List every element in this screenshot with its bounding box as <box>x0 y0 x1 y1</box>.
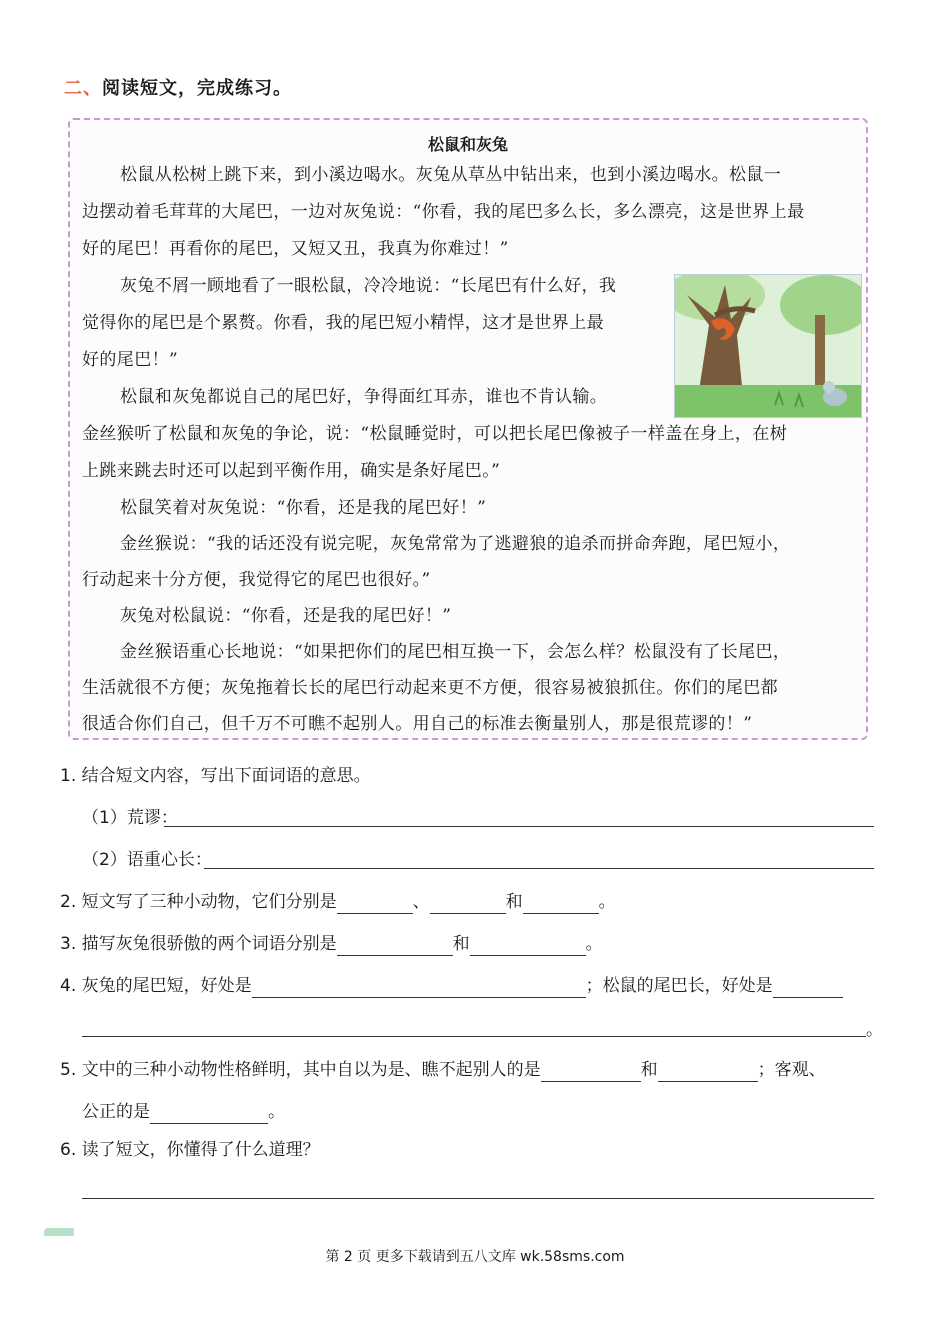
page-footer: 第 2 页 更多下载请到五八文库 wk.58sms.com <box>325 1249 625 1265</box>
passage-line: 松鼠笑着对灰兔说：“你看，还是我的尾巴好！” <box>120 498 487 518</box>
question-1b-label: （2）语重心长： <box>82 850 212 870</box>
passage-line: 觉得你的尾巴是个累赘。你看，我的尾巴短小精悍，这才是世界上最 <box>82 313 604 333</box>
answer-blank[interactable] <box>337 937 453 956</box>
passage-title: 松鼠和灰兔 <box>427 135 508 154</box>
separator: 和 <box>505 892 523 912</box>
question-1: 1. 结合短文内容，写出下面词语的意思。 <box>60 766 371 786</box>
question-5 <box>60 1058 826 1082</box>
question-5-text: 5. 文中的三种小动物性格鲜明，其中自以为是、瞧不起别人的是 <box>60 1060 541 1080</box>
question-1a-label: （1）荒谬： <box>82 808 178 828</box>
answer-line-4[interactable] <box>82 1036 866 1037</box>
separator: 、 <box>412 892 430 912</box>
answer-blank[interactable] <box>773 979 843 998</box>
passage-line: 金丝猴语重心长地说：“如果把你们的尾巴相互换一下，会怎么样？松鼠没有了长尾巴， <box>120 642 791 662</box>
passage-line: 好的尾巴！再看你的尾巴，又短又丑，我真为你难过！” <box>82 239 509 259</box>
section-number: 二、 <box>64 78 102 99</box>
question-4-text: 4. 灰兔的尾巴短，好处是 <box>60 976 252 996</box>
passage-line: 生活就很不方便；灰兔拖着长长的尾巴行动起来更不方便，很容易被狼抓住。你们的尾巴都 <box>82 678 778 698</box>
passage-line: 金丝猴说：“我的话还没有说完呢，灰兔常常为了逃避狼的追杀而拼命奔跑，尾巴短小， <box>120 534 791 554</box>
period: 。 <box>268 1102 285 1122</box>
answer-blank[interactable] <box>252 979 586 998</box>
question-6: 6. 读了短文，你懂得了什么道理？ <box>60 1140 320 1160</box>
section-heading <box>64 74 292 100</box>
passage-line: 很适合你们自己，但千万不可瞧不起别人。用自己的标准去衡量别人，那是很荒谬的！” <box>82 714 753 734</box>
answer-line-1a[interactable] <box>164 826 874 827</box>
question-5-text-2: 公正的是 <box>82 1102 150 1122</box>
answer-line-1b[interactable] <box>204 868 874 869</box>
passage-line: 行动起来十分方便，我觉得它的尾巴也很好。” <box>82 570 431 590</box>
answer-blank[interactable] <box>523 895 599 914</box>
answer-blank[interactable] <box>658 1063 758 1082</box>
passage-line: 松鼠从松树上跳下来，到小溪边喝水。灰兔从草丛中钻出来，也到小溪边喝水。松鼠一 <box>120 165 782 185</box>
question-2-text: 2. 短文写了三种小动物，它们分别是 <box>60 892 337 912</box>
question-1b <box>82 848 212 872</box>
question-2 <box>60 890 616 914</box>
answer-blank[interactable] <box>541 1063 641 1082</box>
answer-line-6[interactable] <box>82 1198 874 1199</box>
passage-line: 好的尾巴！” <box>82 350 179 370</box>
question-3-text: 3. 描写灰兔很骄傲的两个词语分别是 <box>60 934 337 954</box>
period: 。 <box>585 934 603 954</box>
question-5-line2 <box>82 1100 285 1124</box>
question-4 <box>60 974 843 998</box>
passage-line: 金丝猴听了松鼠和灰兔的争论，说：“松鼠睡觉时，可以把长尾巴像被子一样盖在身上，在树 <box>82 424 788 444</box>
passage-line: 灰兔不屑一顾地看了一眼松鼠，冷冷地说：“长尾巴有什么好，我 <box>120 276 617 296</box>
question-5-mid: ；客观、 <box>757 1060 826 1080</box>
passage-line: 灰兔对松鼠说：“你看，还是我的尾巴好！” <box>120 606 452 626</box>
corner-decoration <box>44 1228 74 1236</box>
answer-blank[interactable] <box>150 1105 268 1124</box>
answer-blank[interactable] <box>470 937 586 956</box>
separator: 和 <box>640 1060 658 1080</box>
question-3 <box>60 932 603 956</box>
passage-box <box>68 118 868 740</box>
answer-blank[interactable] <box>430 895 506 914</box>
period: 。 <box>866 1020 883 1040</box>
period: 。 <box>598 892 616 912</box>
forest-illustration <box>674 274 862 418</box>
passage-line: 松鼠和灰兔都说自己的尾巴好，争得面红耳赤，谁也不肯认输。 <box>120 387 608 407</box>
separator: 和 <box>452 934 470 954</box>
passage-line: 上跳来跳去时还可以起到平衡作用，确实是条好尾巴。” <box>82 461 501 481</box>
answer-blank[interactable] <box>337 895 413 914</box>
question-4-mid: ；松鼠的尾巴长，好处是 <box>585 976 773 996</box>
section-title: 阅读短文，完成练习。 <box>102 78 292 99</box>
passage-line: 边摆动着毛茸茸的大尾巴，一边对灰兔说：“你看，我的尾巴多么长，多么漂亮，这是世界上最 <box>82 202 805 222</box>
